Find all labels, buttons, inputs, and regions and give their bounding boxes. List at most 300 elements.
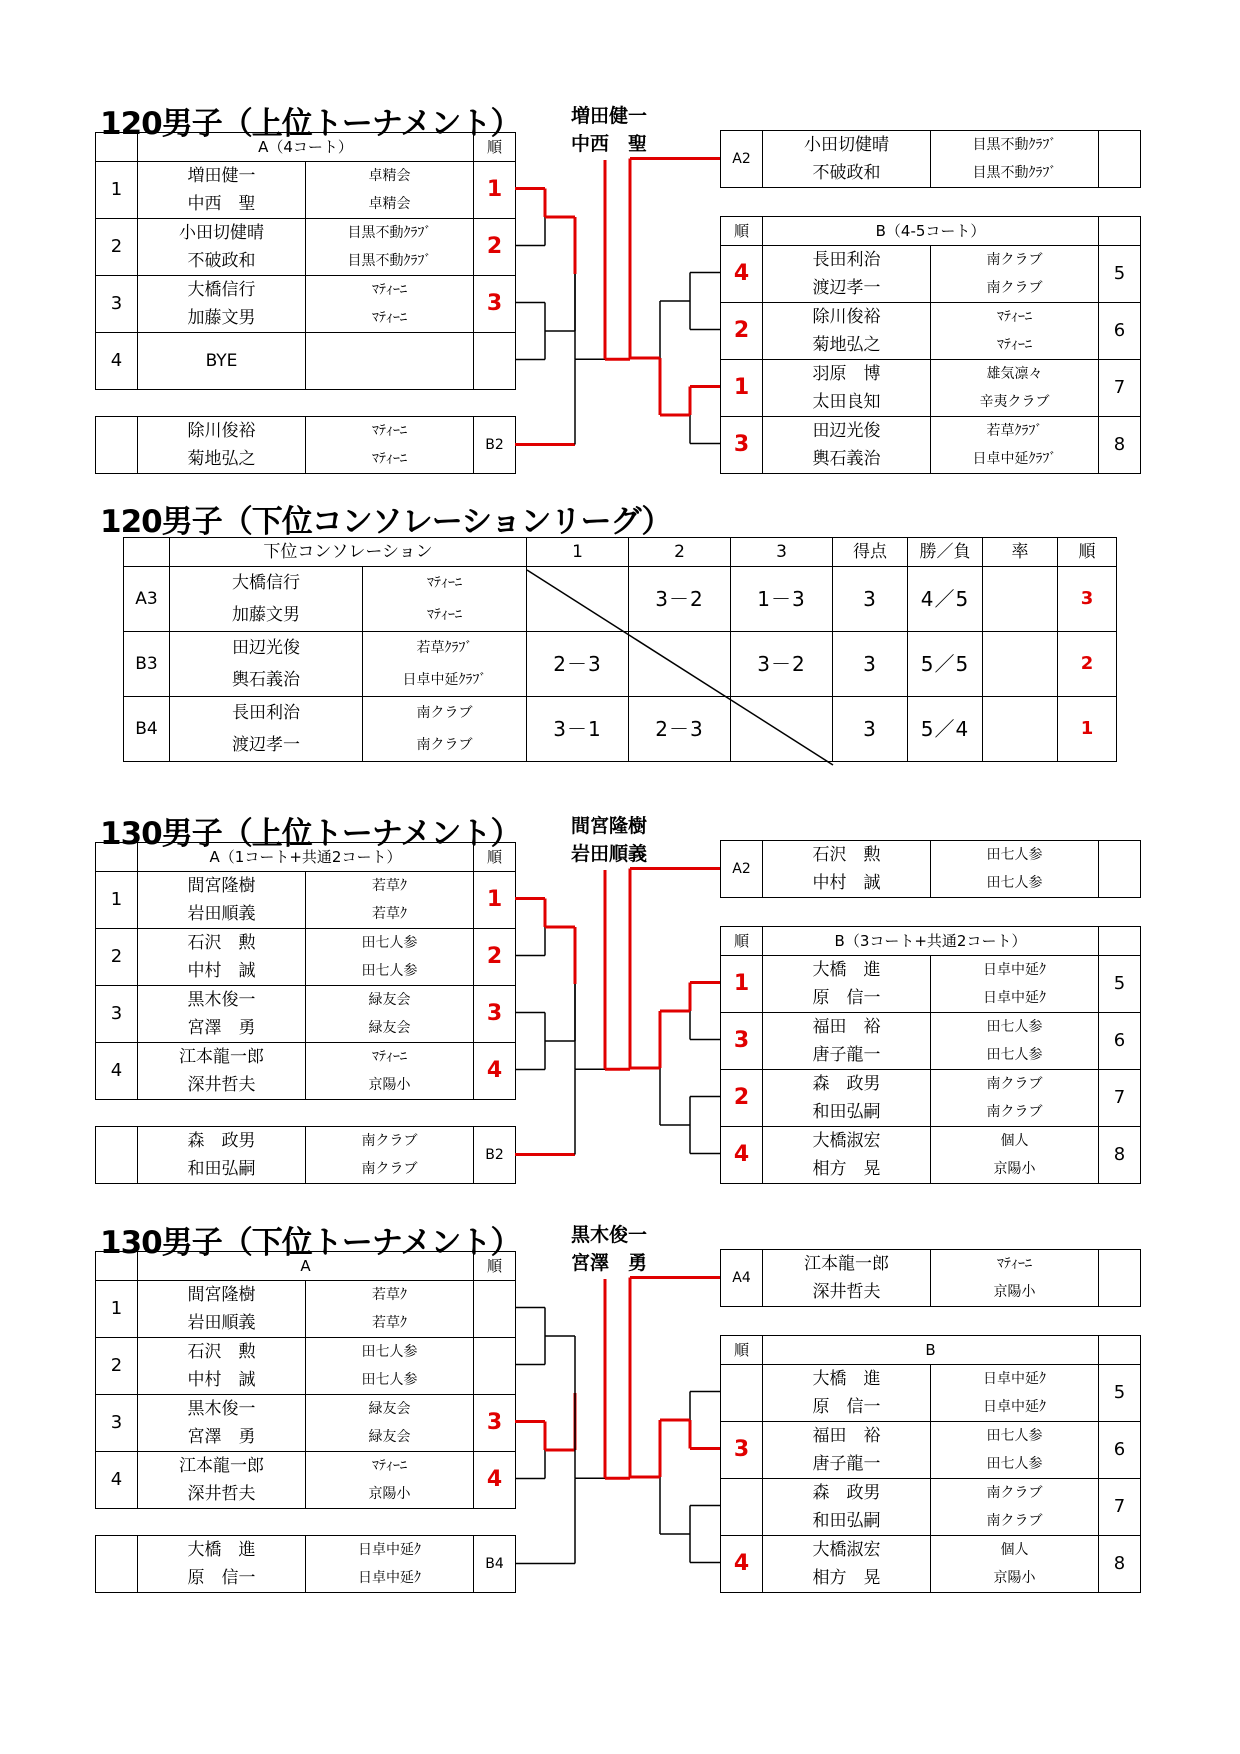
groupB-header-blank bbox=[1099, 1336, 1141, 1365]
section-title: 130男子（上位トーナメント） bbox=[100, 816, 521, 852]
player-name: 中村 誠 bbox=[187, 961, 256, 981]
player-name: 石沢 勲 bbox=[187, 1342, 256, 1362]
consol-clubs bbox=[363, 632, 527, 697]
player-name: 増田健一 bbox=[187, 166, 256, 186]
groupA-row bbox=[96, 1043, 516, 1100]
club-name: 目黒不動ｸﾗﾌﾞ bbox=[972, 137, 1057, 153]
club-name: 田七人参 bbox=[986, 1428, 1043, 1444]
right-top-box bbox=[720, 840, 1141, 898]
row-number: 6 bbox=[1099, 1013, 1141, 1070]
club-name: ﾏﾃｨｰﾆ bbox=[997, 309, 1032, 325]
club-name: 田七人参 bbox=[361, 935, 418, 951]
champion-player: 黒木俊一 bbox=[570, 1224, 647, 1246]
groupA-row bbox=[96, 219, 516, 276]
row-number: 5 bbox=[1099, 1365, 1141, 1422]
club-name: 目黒不動ｸﾗﾌﾞ bbox=[347, 225, 432, 241]
right-top-blank bbox=[1099, 841, 1141, 898]
groupB-row bbox=[721, 1365, 1141, 1422]
player-name: 加藤文男 bbox=[187, 308, 256, 328]
player-cell bbox=[138, 1452, 306, 1509]
club-name: 目黒不動ｸﾗﾌﾞ bbox=[972, 165, 1057, 181]
club-name: 田七人参 bbox=[986, 1019, 1043, 1035]
consol-header-name: 下位コンソレーション bbox=[170, 538, 527, 567]
club-name: 若草ｸ bbox=[372, 1287, 407, 1303]
club-name: 京陽小 bbox=[993, 1570, 1036, 1586]
player-name: 唐子龍一 bbox=[812, 1454, 881, 1474]
player-name: 岩田順義 bbox=[187, 904, 256, 924]
club-name: 卓精会 bbox=[368, 168, 411, 184]
consol-rank: 1 bbox=[1058, 697, 1117, 762]
club-cell bbox=[931, 417, 1099, 474]
rank-value: 4 bbox=[474, 1043, 516, 1100]
groupA-header: A（4コート） bbox=[138, 133, 474, 162]
player-name: 小田切健晴 bbox=[179, 223, 264, 243]
groupB-table bbox=[720, 216, 1141, 474]
club-cell bbox=[306, 1536, 474, 1593]
groupA-row bbox=[96, 276, 516, 333]
groupB-row bbox=[721, 246, 1141, 303]
player-cell bbox=[763, 1479, 931, 1536]
row-number: 5 bbox=[1099, 246, 1141, 303]
consol-rate bbox=[983, 632, 1058, 697]
groupA-header-blank bbox=[96, 133, 138, 162]
club-name: ﾏﾃｨｰﾆ bbox=[997, 1256, 1032, 1272]
consol-winloss: 4／5 bbox=[908, 567, 983, 632]
player-name: 相方 晃 bbox=[812, 1159, 881, 1179]
player-cell bbox=[138, 1127, 306, 1184]
player-cell bbox=[138, 417, 306, 474]
club-name: 日卓中延ｸﾗﾌﾞ bbox=[972, 451, 1057, 467]
club-name: 田七人参 bbox=[361, 963, 418, 979]
player-name: 除川俊裕 bbox=[812, 307, 881, 327]
rank-value: 3 bbox=[474, 986, 516, 1043]
player-name: 渡辺孝一 bbox=[232, 735, 300, 755]
groupB-row bbox=[721, 1127, 1141, 1184]
champion-player: 増田健一 bbox=[570, 105, 647, 127]
player-cell bbox=[138, 872, 306, 929]
player-name: 森 政男 bbox=[812, 1074, 881, 1094]
player-name: 長田利治 bbox=[812, 250, 881, 270]
row-number: 3 bbox=[96, 1395, 138, 1452]
rank-value: 4 bbox=[474, 1452, 516, 1509]
groupA-row bbox=[96, 1338, 516, 1395]
seed-blank bbox=[96, 1127, 138, 1184]
club-name: 南クラブ bbox=[986, 1076, 1043, 1092]
section-title: 120男子（下位コンソレーションリーグ） bbox=[100, 504, 672, 540]
consol-points: 3 bbox=[833, 632, 908, 697]
player-name: 不破政和 bbox=[812, 163, 881, 183]
player-name: 黒木俊一 bbox=[187, 1399, 256, 1419]
consol-score-1: 3－1 bbox=[527, 697, 629, 762]
seed-box bbox=[95, 1126, 516, 1184]
consol-points: 3 bbox=[833, 567, 908, 632]
right-top-blank bbox=[1099, 1250, 1141, 1307]
player-name: 唐子龍一 bbox=[812, 1045, 881, 1065]
club-name: 南クラブ bbox=[986, 252, 1043, 268]
rank-value: 2 bbox=[721, 303, 763, 360]
club-name: 南クラブ bbox=[416, 705, 473, 721]
row-number: 7 bbox=[1099, 1070, 1141, 1127]
club-cell bbox=[306, 276, 474, 333]
player-name: 渡辺孝一 bbox=[812, 278, 881, 298]
rank-value: 1 bbox=[721, 956, 763, 1013]
player-cell bbox=[763, 1127, 931, 1184]
row-number: 7 bbox=[1099, 1479, 1141, 1536]
consol-row-id: B4 bbox=[124, 697, 170, 762]
club-cell bbox=[306, 1281, 474, 1338]
club-cell bbox=[931, 246, 1099, 303]
player-name: 輿石義治 bbox=[232, 670, 300, 690]
right-top-label: A2 bbox=[721, 841, 763, 898]
consol-header-2: 2 bbox=[629, 538, 731, 567]
consol-score-1: 2－3 bbox=[527, 632, 629, 697]
player-cell bbox=[138, 986, 306, 1043]
player-name: 大橋 進 bbox=[812, 1369, 881, 1389]
groupA-row bbox=[96, 1395, 516, 1452]
row-number: 1 bbox=[96, 872, 138, 929]
club-name: 日卓中延ｸ bbox=[983, 1399, 1046, 1415]
player-cell bbox=[763, 417, 931, 474]
consol-rank: 2 bbox=[1058, 632, 1117, 697]
consol-clubs bbox=[363, 567, 527, 632]
row-number: 6 bbox=[1099, 1422, 1141, 1479]
player-name: 羽原 博 bbox=[812, 364, 881, 384]
seed-box bbox=[95, 416, 516, 474]
club-name: 雄気凛々 bbox=[986, 366, 1043, 382]
club-name: 南クラブ bbox=[416, 737, 473, 753]
champion-names bbox=[554, 812, 664, 868]
club-cell bbox=[306, 986, 474, 1043]
player-name: 中村 誠 bbox=[812, 873, 881, 893]
player-cell bbox=[138, 1536, 306, 1593]
club-name: ﾏﾃｨｰﾆ bbox=[372, 451, 407, 467]
club-name: 緑友会 bbox=[368, 1020, 411, 1036]
rank-value: 1 bbox=[474, 162, 516, 219]
club-cell bbox=[931, 1070, 1099, 1127]
groupB-header: B（3コート+共通2コート） bbox=[763, 927, 1099, 956]
player-cell bbox=[138, 1395, 306, 1452]
player-name: 宮澤 勇 bbox=[187, 1427, 256, 1447]
club-name: 南クラブ bbox=[986, 280, 1043, 296]
consol-score-2 bbox=[629, 632, 731, 697]
player-name: 和田弘嗣 bbox=[812, 1102, 881, 1122]
club-name: 南クラブ bbox=[986, 1104, 1043, 1120]
player-name: 大橋 進 bbox=[187, 1540, 256, 1560]
groupA-row bbox=[96, 333, 516, 390]
player-name: 輿石義治 bbox=[812, 449, 881, 469]
club-cell bbox=[306, 1395, 474, 1452]
player-name: 原 信一 bbox=[187, 1568, 256, 1588]
club-name: 日卓中延ｸ bbox=[983, 1371, 1046, 1387]
player-name: 小田切健晴 bbox=[804, 135, 889, 155]
right-top-blank bbox=[1099, 131, 1141, 188]
club-cell bbox=[931, 303, 1099, 360]
consol-rank: 3 bbox=[1058, 567, 1117, 632]
player-name: BYE bbox=[205, 351, 238, 371]
consol-winloss: 5／4 bbox=[908, 697, 983, 762]
player-name: 除川俊裕 bbox=[187, 421, 256, 441]
player-name: 原 信一 bbox=[812, 1397, 881, 1417]
groupA-row bbox=[96, 986, 516, 1043]
player-name: 江本龍一郎 bbox=[179, 1047, 264, 1067]
groupB-header-blank bbox=[1099, 217, 1141, 246]
consol-header-rank: 順 bbox=[1058, 538, 1117, 567]
row-number: 2 bbox=[96, 1338, 138, 1395]
row-number: 3 bbox=[96, 276, 138, 333]
club-cell bbox=[306, 219, 474, 276]
player-cell bbox=[138, 1338, 306, 1395]
player-name: 間宮隆樹 bbox=[187, 876, 256, 896]
player-cell bbox=[763, 1365, 931, 1422]
groupA-header: A bbox=[138, 1252, 474, 1281]
player-name: 長田利治 bbox=[232, 703, 300, 723]
player-name: 深井哲夫 bbox=[187, 1075, 256, 1095]
player-cell bbox=[763, 1422, 931, 1479]
club-name: 田七人参 bbox=[361, 1344, 418, 1360]
player-name: 福田 裕 bbox=[812, 1426, 881, 1446]
club-name: 京陽小 bbox=[368, 1077, 411, 1093]
club-name: 若草ｸ bbox=[372, 906, 407, 922]
consol-header-winloss: 勝／負 bbox=[908, 538, 983, 567]
groupA-row bbox=[96, 1452, 516, 1509]
club-name: ﾏﾃｨｰﾆ bbox=[372, 310, 407, 326]
rank-value: 2 bbox=[721, 1070, 763, 1127]
club-name: 京陽小 bbox=[993, 1161, 1036, 1177]
seed-blank bbox=[96, 417, 138, 474]
consol-players bbox=[170, 567, 363, 632]
groupB-rank-header: 順 bbox=[721, 927, 763, 956]
champion-player: 宮澤 勇 bbox=[570, 1252, 647, 1274]
club-name: ﾏﾃｨｰﾆ bbox=[372, 282, 407, 298]
right-top-label: A2 bbox=[721, 131, 763, 188]
club-name: 日卓中延ｸ bbox=[358, 1542, 421, 1558]
rank-value: 4 bbox=[721, 1127, 763, 1184]
rank-value bbox=[721, 1365, 763, 1422]
player-cell bbox=[763, 360, 931, 417]
player-name: 深井哲夫 bbox=[812, 1282, 881, 1302]
rank-value bbox=[474, 333, 516, 390]
consol-row bbox=[124, 567, 1117, 632]
player-name: 加藤文男 bbox=[232, 605, 300, 625]
groupA-rank-header: 順 bbox=[474, 843, 516, 872]
consol-players bbox=[170, 697, 363, 762]
row-number: 4 bbox=[96, 1043, 138, 1100]
club-name: ﾏﾃｨｰﾆ bbox=[372, 423, 407, 439]
row-number: 4 bbox=[96, 333, 138, 390]
player-name: 中西 聖 bbox=[187, 194, 256, 214]
club-name: 日卓中延ｸ bbox=[983, 990, 1046, 1006]
player-cell bbox=[763, 131, 931, 188]
club-cell bbox=[931, 956, 1099, 1013]
rank-value: 4 bbox=[721, 1536, 763, 1593]
row-number: 6 bbox=[1099, 303, 1141, 360]
consol-players bbox=[170, 632, 363, 697]
player-name: 江本龍一郎 bbox=[179, 1456, 264, 1476]
consol-header-blank bbox=[124, 538, 170, 567]
player-name: 大橋淑宏 bbox=[812, 1540, 881, 1560]
club-name: 京陽小 bbox=[368, 1486, 411, 1502]
club-cell bbox=[931, 1422, 1099, 1479]
champion-player: 岩田順義 bbox=[570, 843, 647, 865]
player-cell bbox=[763, 841, 931, 898]
consol-rate bbox=[983, 567, 1058, 632]
club-name: ﾏﾃｨｰﾆ bbox=[997, 337, 1032, 353]
club-name: 個人 bbox=[1000, 1133, 1029, 1149]
player-name: 間宮隆樹 bbox=[187, 1285, 256, 1305]
club-name: 南クラブ bbox=[986, 1485, 1043, 1501]
row-number: 1 bbox=[96, 1281, 138, 1338]
club-cell bbox=[306, 1452, 474, 1509]
club-name: 日卓中延ｸ bbox=[358, 1570, 421, 1586]
club-name: 南クラブ bbox=[361, 1161, 418, 1177]
row-number: 2 bbox=[96, 219, 138, 276]
groupB-header: B（4-5コート） bbox=[763, 217, 1099, 246]
groupB-rank-header: 順 bbox=[721, 217, 763, 246]
club-name: 緑友会 bbox=[368, 1401, 411, 1417]
groupA-rank-header: 順 bbox=[474, 133, 516, 162]
club-cell bbox=[931, 1479, 1099, 1536]
row-number: 7 bbox=[1099, 360, 1141, 417]
player-name: 田辺光俊 bbox=[232, 638, 300, 658]
club-name: 若草ｸ bbox=[372, 1315, 407, 1331]
club-name: 緑友会 bbox=[368, 1429, 411, 1445]
player-name: 中村 誠 bbox=[187, 1370, 256, 1390]
consol-row-id: A3 bbox=[124, 567, 170, 632]
seed-box bbox=[95, 1535, 516, 1593]
player-name: 菊地弘之 bbox=[812, 335, 881, 355]
consol-row-id: B3 bbox=[124, 632, 170, 697]
groupA-header: A（1コート+共通2コート） bbox=[138, 843, 474, 872]
groupB-row bbox=[721, 303, 1141, 360]
consol-rate bbox=[983, 697, 1058, 762]
club-cell bbox=[931, 1127, 1099, 1184]
row-number: 4 bbox=[96, 1452, 138, 1509]
groupB-rank-header: 順 bbox=[721, 1336, 763, 1365]
club-name: 日卓中延ｸ bbox=[983, 962, 1046, 978]
player-cell bbox=[138, 276, 306, 333]
club-name: 若草ｸﾗﾌﾞ bbox=[986, 423, 1043, 439]
club-name: 卓精会 bbox=[368, 196, 411, 212]
consol-points: 3 bbox=[833, 697, 908, 762]
player-cell bbox=[138, 929, 306, 986]
groupA-table bbox=[95, 842, 516, 1100]
player-name: 大橋淑宏 bbox=[812, 1131, 881, 1151]
groupA-row bbox=[96, 162, 516, 219]
consol-header-points: 得点 bbox=[833, 538, 908, 567]
seed-label: B4 bbox=[474, 1536, 516, 1593]
row-number: 5 bbox=[1099, 956, 1141, 1013]
groupA-row bbox=[96, 1281, 516, 1338]
player-name: 深井哲夫 bbox=[187, 1484, 256, 1504]
player-cell bbox=[138, 1281, 306, 1338]
consol-header-3: 3 bbox=[731, 538, 833, 567]
club-cell bbox=[306, 333, 474, 390]
right-top-label: A4 bbox=[721, 1250, 763, 1307]
rank-value: 1 bbox=[721, 360, 763, 417]
club-cell bbox=[931, 1365, 1099, 1422]
player-cell bbox=[763, 1536, 931, 1593]
player-name: 菊地弘之 bbox=[187, 449, 256, 469]
section-title: 120男子（上位トーナメント） bbox=[100, 106, 521, 142]
right-top-box bbox=[720, 130, 1141, 188]
club-name: 京陽小 bbox=[993, 1284, 1036, 1300]
club-cell bbox=[931, 841, 1099, 898]
groupB-row bbox=[721, 1013, 1141, 1070]
rank-value: 3 bbox=[721, 1422, 763, 1479]
player-cell bbox=[138, 1043, 306, 1100]
consol-header-rate: 率 bbox=[983, 538, 1058, 567]
groupA-row bbox=[96, 929, 516, 986]
player-cell bbox=[763, 246, 931, 303]
club-name: 若草ｸ bbox=[372, 878, 407, 894]
groupA-header-blank bbox=[96, 1252, 138, 1281]
club-name: 田七人参 bbox=[986, 847, 1043, 863]
champion-player: 間宮隆樹 bbox=[570, 815, 647, 837]
club-name: ﾏﾃｨｰﾆ bbox=[427, 575, 462, 591]
club-cell bbox=[306, 162, 474, 219]
groupA-row bbox=[96, 872, 516, 929]
rank-value: 3 bbox=[721, 417, 763, 474]
club-name: 個人 bbox=[1000, 1542, 1029, 1558]
player-name: 岩田順義 bbox=[187, 1313, 256, 1333]
rank-value: 1 bbox=[474, 872, 516, 929]
player-cell bbox=[138, 333, 306, 390]
groupB-header-blank bbox=[1099, 927, 1141, 956]
club-cell bbox=[931, 1013, 1099, 1070]
club-name: 緑友会 bbox=[368, 992, 411, 1008]
consol-row bbox=[124, 632, 1117, 697]
club-cell bbox=[306, 1043, 474, 1100]
groupB-header: B bbox=[763, 1336, 1099, 1365]
consolation-table bbox=[123, 537, 1117, 762]
groupB-row bbox=[721, 1479, 1141, 1536]
rank-value: 3 bbox=[474, 276, 516, 333]
consol-score-2: 2－3 bbox=[629, 697, 731, 762]
player-name: 不破政和 bbox=[187, 251, 256, 271]
club-cell bbox=[306, 872, 474, 929]
rank-value: 4 bbox=[721, 246, 763, 303]
groupB-row bbox=[721, 417, 1141, 474]
consol-score-3: 1－3 bbox=[731, 567, 833, 632]
player-name: 森 政男 bbox=[187, 1131, 256, 1151]
club-name: 目黒不動ｸﾗﾌﾞ bbox=[347, 253, 432, 269]
player-name: 森 政男 bbox=[812, 1483, 881, 1503]
club-cell bbox=[306, 1127, 474, 1184]
player-cell bbox=[138, 162, 306, 219]
groupB-row bbox=[721, 360, 1141, 417]
row-number: 8 bbox=[1099, 1127, 1141, 1184]
rank-value: 3 bbox=[474, 1395, 516, 1452]
consol-header-1: 1 bbox=[527, 538, 629, 567]
groupB-row bbox=[721, 1536, 1141, 1593]
club-cell bbox=[306, 1338, 474, 1395]
champion-names bbox=[554, 102, 664, 158]
groupB-table bbox=[720, 926, 1141, 1184]
player-cell bbox=[763, 1013, 931, 1070]
club-name: 田七人参 bbox=[361, 1372, 418, 1388]
row-number: 2 bbox=[96, 929, 138, 986]
consol-score-1 bbox=[527, 567, 629, 632]
player-name: 大橋信行 bbox=[232, 573, 300, 593]
club-name: 田七人参 bbox=[986, 1456, 1043, 1472]
groupB-table bbox=[720, 1335, 1141, 1593]
club-name: 田七人参 bbox=[986, 875, 1043, 891]
right-top-box bbox=[720, 1249, 1141, 1307]
player-name: 太田良知 bbox=[812, 392, 881, 412]
row-number: 1 bbox=[96, 162, 138, 219]
seed-label: B2 bbox=[474, 1127, 516, 1184]
champion-player: 中西 聖 bbox=[570, 133, 647, 155]
